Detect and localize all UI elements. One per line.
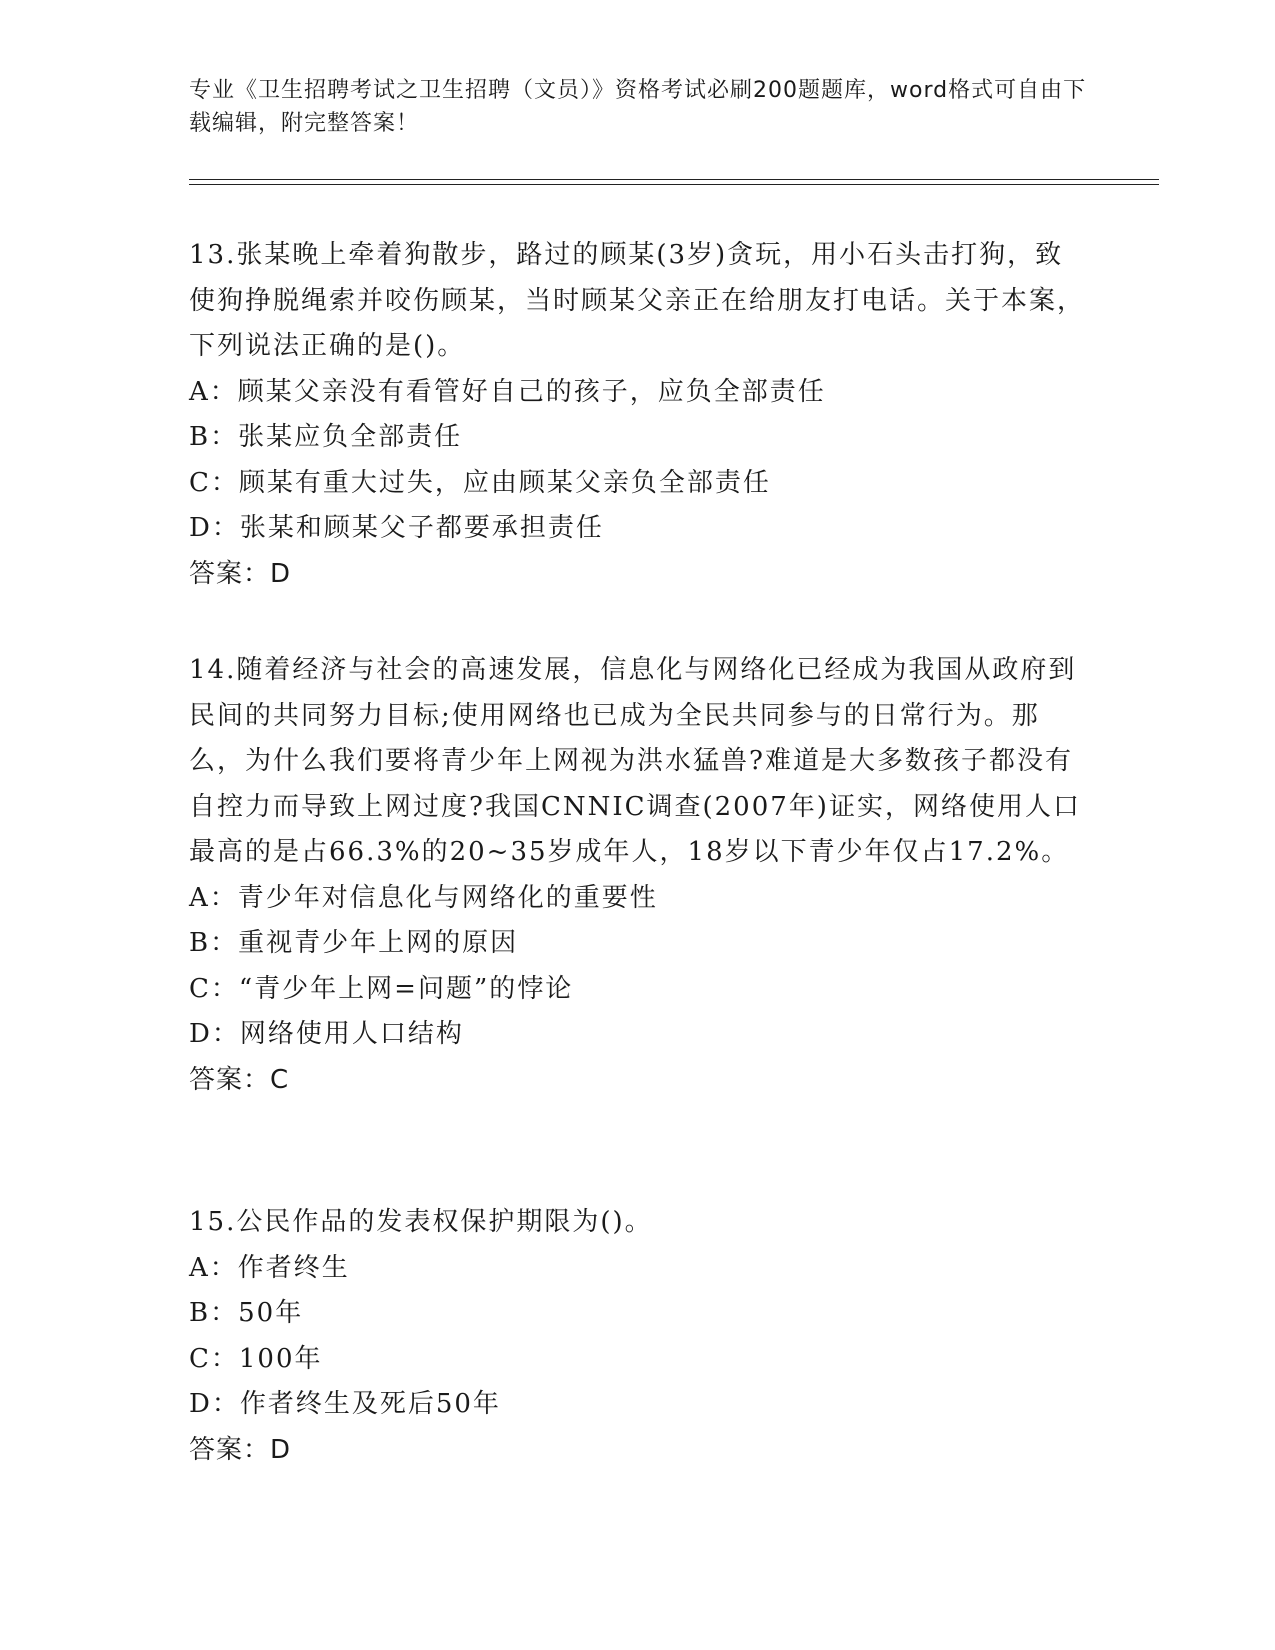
question-15 [189,1200,1089,1473]
option-d: D：作者终生及死后50年 [189,1389,501,1419]
answer: 答案：D [189,558,292,589]
option-d: D：网络使用人口结构 [189,1019,464,1049]
header-divider-bottom [189,184,1159,185]
option-c: C：顾某有重大过失，应由顾某父亲负全部责任 [189,467,771,498]
option-d: D：张某和顾某父子都要承担责任 [189,513,604,543]
answer: 答案：D [189,1434,292,1465]
question-14 [189,648,1089,1103]
question-13 [189,233,1089,597]
header-divider-top [189,179,1159,180]
option-b: B：重视青少年上网的原因 [189,928,519,958]
option-b: B：50年 [189,1298,304,1328]
answer: 答案：C [189,1064,290,1095]
question-stem: 13.张某晚上牵着狗散步，路过的顾某(3岁)贪玩，用小石头击打狗，致使狗挣脱绳索并咬伤顾某，当时顾某父亲正在给朋友打电话。关于本案，下列说法正确的是()。 [189,240,1086,361]
document-header [189,74,1089,140]
option-a: A：作者终生 [189,1252,350,1283]
option-c: C：100年 [189,1343,323,1374]
option-a: A：青少年对信息化与网络化的重要性 [189,882,658,913]
question-stem: 15.公民作品的发表权保护期限为()。 [189,1207,653,1237]
option-b: B：张某应负全部责任 [189,422,463,452]
question-stem: 14.随着经济与社会的高速发展，信息化与网络化已经成为我国从政府到民间的共同努力目标;使用网络也已成为全民共同参与的日常行为。那么，为什么我们要将青少年上网视为洪水猛兽?难道是大多数孩子都没有自控力而导致上网过度?我国CNNIC调查(2007年)证实，网络使用人口最高的是占66.3%的20~35岁成年人，18岁以下青少年仅占17.2%。 [189,655,1081,867]
option-c: C：“青少年上网=问题”的悖论 [189,973,574,1004]
option-a: A：顾某父亲没有看管好自己的孩子，应负全部责任 [189,376,826,407]
header-text: 专业《卫生招聘考试之卫生招聘（文员）》资格考试必刷200题题库，word格式可自由下载编辑，附完整答案！ [189,78,1087,136]
